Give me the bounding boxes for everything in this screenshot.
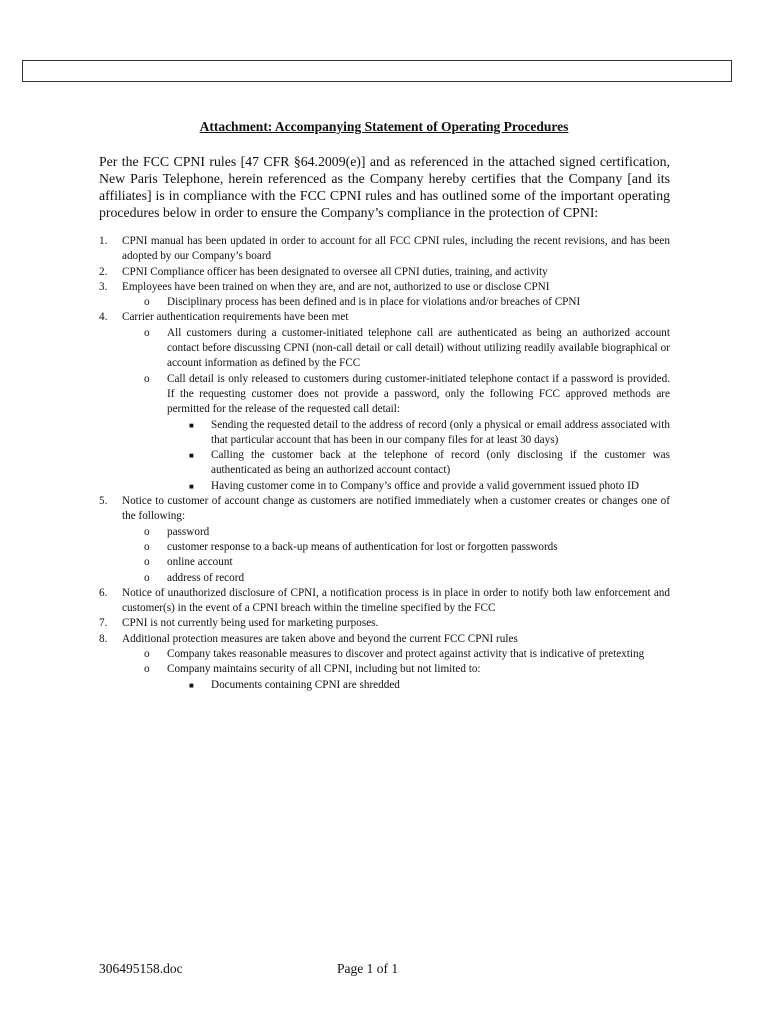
procedures-list (99, 234, 670, 693)
list-item (99, 265, 670, 280)
list-item-text: Calling the customer back at the telephone of record (only disclosing if the customer was authenticated as being an authorized account contact) (211, 449, 670, 477)
list-number: 4. (99, 311, 108, 324)
list-item (99, 662, 670, 677)
list-item-text: Notice of unauthorized disclosure of CPNI, a notification process is in place in order to notify both law enforcement and customer(s) in the event of a CPNI breach within the timeline specified by the FCC (122, 586, 670, 615)
list-item-text: customer response to a back-up means of authentication for lost or forgotten passwords (167, 540, 558, 553)
list-number: 2. (99, 265, 108, 278)
list-item-text: password (167, 525, 210, 538)
list-item (99, 647, 670, 662)
list-item (99, 540, 670, 555)
list-item-text: CPNI Compliance officer has been designated to oversee all CPNI duties, training, and activity (122, 265, 548, 278)
list-item (99, 616, 670, 631)
list-item (99, 280, 670, 295)
bullet-icon: o (144, 525, 150, 538)
footer-filename: 306495158.doc (99, 961, 183, 976)
list-item-text: CPNI is not currently being used for marketing purposes. (122, 617, 379, 630)
list-item-text: Sending the requested detail to the address of record (only a physical or email address associated with that particular account that has been in our company files for at least 30 days) (211, 418, 670, 446)
bullet-icon: o (144, 663, 150, 676)
list-number: 7. (99, 617, 108, 630)
list-number: 1. (99, 235, 108, 247)
list-item-text: CPNI manual has been updated in order to account for all FCC CPNI rules, including the recent revisions, and has been adopted by our Company’s board (122, 235, 670, 263)
list-item-text: address of record (167, 571, 245, 584)
list-item-text: Documents containing CPNI are shredded (211, 678, 400, 691)
page-title: Attachment: Accompanying Statement of Operating Procedures (199, 119, 569, 134)
bullet-icon: o (144, 326, 150, 339)
list-item-text: Notice to customer of account change as customers are notified immediately when a customer creates or changes one of the following: (122, 495, 670, 523)
list-item-text: Additional protection measures are taken above and beyond the current FCC CPNI rules (122, 632, 518, 645)
list-item-text: All customers during a customer-initiated telephone call are authenticated as being an authorized account contact before discussing CPNI (non-call detail or call detail) without utilizing readily available biographical or account information as defined by the FCC (167, 326, 670, 370)
footer-page-number: Page 1 of 1 (337, 961, 399, 976)
list-item (99, 586, 670, 617)
intro-paragraph: Per the FCC CPNI rules [47 CFR §64.2009(e)] and as referenced in the attached signed certification, New Paris Telephone, herein referenced as the Company hereby certifies that the Company [and its affiliates] is in compliance with the FCC CPNI rules and has outlined some of the important operating procedures below in order to ensure the Company’s compliance in the protection of CPNI: (99, 154, 670, 220)
list-item-text: Carrier authentication requirements have been met (122, 311, 349, 324)
list-item (99, 234, 670, 265)
list-number: 3. (99, 280, 108, 293)
list-item (99, 418, 670, 449)
list-item (99, 448, 670, 479)
list-item-text: online account (167, 556, 233, 569)
list-number: 8. (99, 632, 108, 645)
bullet-icon: o (144, 556, 150, 569)
list-item-text: Call detail is only released to customers during customer-initiated telephone contact if a password is provided. If the requesting customer does not provide a password, only the following FCC approved methods are permitted for the release of the requested call detail: (167, 372, 670, 416)
list-item (99, 494, 670, 525)
list-item (99, 555, 670, 570)
list-item-text: Company takes reasonable measures to discover and protect against activity that is indicative of pretexting (167, 648, 645, 661)
bullet-icon: ■ (189, 481, 194, 491)
list-item (99, 678, 670, 693)
list-item (99, 632, 670, 647)
bullet-icon: o (144, 648, 150, 661)
bullet-icon: o (144, 372, 150, 385)
list-item (99, 372, 670, 418)
list-item-text: Company maintains security of all CPNI, including but not limited to: (167, 663, 481, 676)
list-item-text: Having customer come in to Company’s office and provide a valid government issued photo ID (211, 479, 639, 492)
header-box (22, 60, 732, 82)
list-item (99, 295, 670, 310)
list-number: 6. (99, 586, 108, 599)
list-item (99, 571, 670, 586)
list-item (99, 310, 670, 325)
list-item (99, 525, 670, 540)
list-item-text: Employees have been trained on when they are, and are not, authorized to use or disclose CPNI (122, 280, 550, 293)
bullet-icon: ■ (189, 420, 194, 430)
bullet-icon: o (144, 571, 150, 584)
list-item-text: Disciplinary process has been defined and is in place for violations and/or breaches of CPNI (167, 296, 581, 309)
list-number: 5. (99, 495, 108, 508)
bullet-icon: o (144, 296, 150, 309)
list-item (99, 479, 670, 494)
bullet-icon: ■ (189, 451, 194, 461)
list-item (99, 326, 670, 372)
bullet-icon: o (144, 540, 150, 553)
bullet-icon: ■ (189, 680, 194, 690)
